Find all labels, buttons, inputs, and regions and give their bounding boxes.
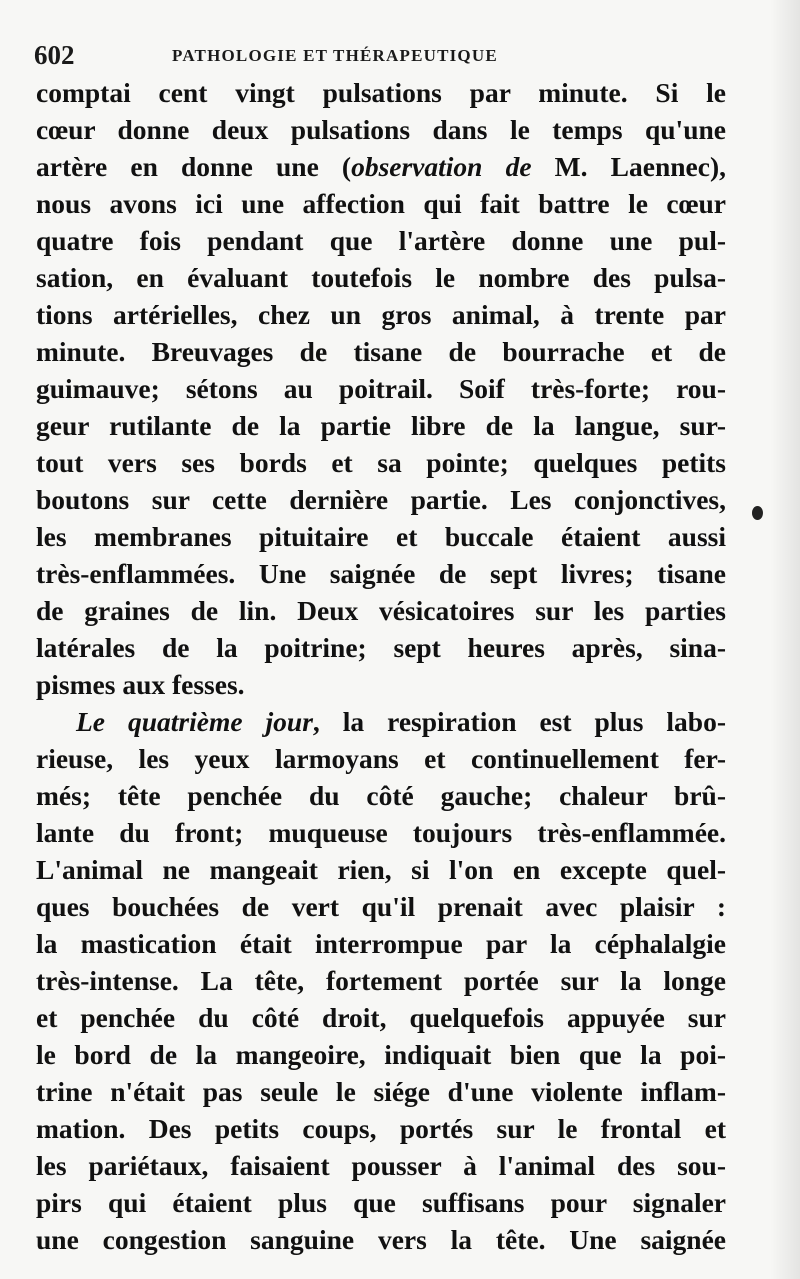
text-line: trine n'était pas seule le siége d'une violente inflam- [36,1076,726,1107]
text-line: quatre fois pendant que l'artère donne une pul- [36,225,726,256]
text-line: lante du front; muqueuse toujours très-enflammée. [36,817,726,848]
italic-segment: Le quatrième jour [76,706,313,737]
text-line [36,703,726,740]
text-line: latérales de la poitrine; sept heures après, sina- [36,632,726,663]
text-line: tout vers ses bords et sa pointe; quelques petits [36,447,726,478]
text-line: les membranes pituitaire et buccale étaient aussi [36,521,726,552]
text-line: cœur donne deux pulsations dans le temps qu'une [36,114,726,145]
text-line: une congestion sanguine vers la tête. Une saignée [36,1224,726,1255]
text-line: très-intense. La tête, fortement portée sur la longe [36,965,726,996]
text-line: les pariétaux, faisaient pousser à l'animal des sou- [36,1150,726,1181]
text-line: pismes aux fesses. [36,669,245,700]
text-line: comptai cent vingt pulsations par minute. Si le [36,77,726,108]
text-line: de graines de lin. Deux vésicatoires sur les parties [36,595,726,626]
ink-blot [752,506,763,520]
text-line: rieuse, les yeux larmoyans et continuellement fer- [36,743,726,774]
text-segment: artère en donne une ( [36,151,352,182]
italic-segment: observation de [351,151,532,182]
text-line: le bord de la mangeoire, indiquait bien que la poi- [36,1039,726,1070]
text-line: pirs qui étaient plus que suffisans pour signaler [36,1187,726,1218]
text-line: mation. Des petits coups, portés sur le frontal et [36,1113,726,1144]
text-line: ques bouchées de vert qu'il prenait avec plaisir : [36,891,726,922]
text-line: minute. Breuvages de tisane de bourrache et de [36,336,726,367]
text-line: nous avons ici une affection qui fait battre le cœur [36,188,726,219]
text-segment: , la respiration est plus labo- [312,706,726,737]
text-line [36,148,726,185]
text-line: la mastication était interrompue par la céphalalgie [36,928,726,959]
text-line: tions artérielles, chez un gros animal, à trente par [36,299,726,330]
text-line: sation, en évaluant toutefois le nombre des pulsa- [36,262,726,293]
text-line: et penchée du côté droit, quelquefois appuyée sur [36,1002,726,1033]
text-segment: M. Laennec), [531,151,726,182]
text-line: boutons sur cette dernière partie. Les conjonctives, [36,484,726,515]
text-line: més; tête penchée du côté gauche; chaleur brû- [36,780,726,811]
page-number: 602 [34,40,75,70]
running-title: PATHOLOGIE ET THÉRAPEUTIQUE [172,46,498,65]
body-text [36,74,726,1258]
running-head [34,40,564,70]
text-line: guimauve; sétons au poitrail. Soif très-forte; rou- [36,373,726,404]
page-edge-shadow [770,0,800,1279]
text-line: L'animal ne mangeait rien, si l'on en excepte quel- [36,854,726,885]
text-line: très-enflammées. Une saignée de sept livres; tisane [36,558,726,589]
text-line: geur rutilante de la partie libre de la langue, sur- [36,410,726,441]
